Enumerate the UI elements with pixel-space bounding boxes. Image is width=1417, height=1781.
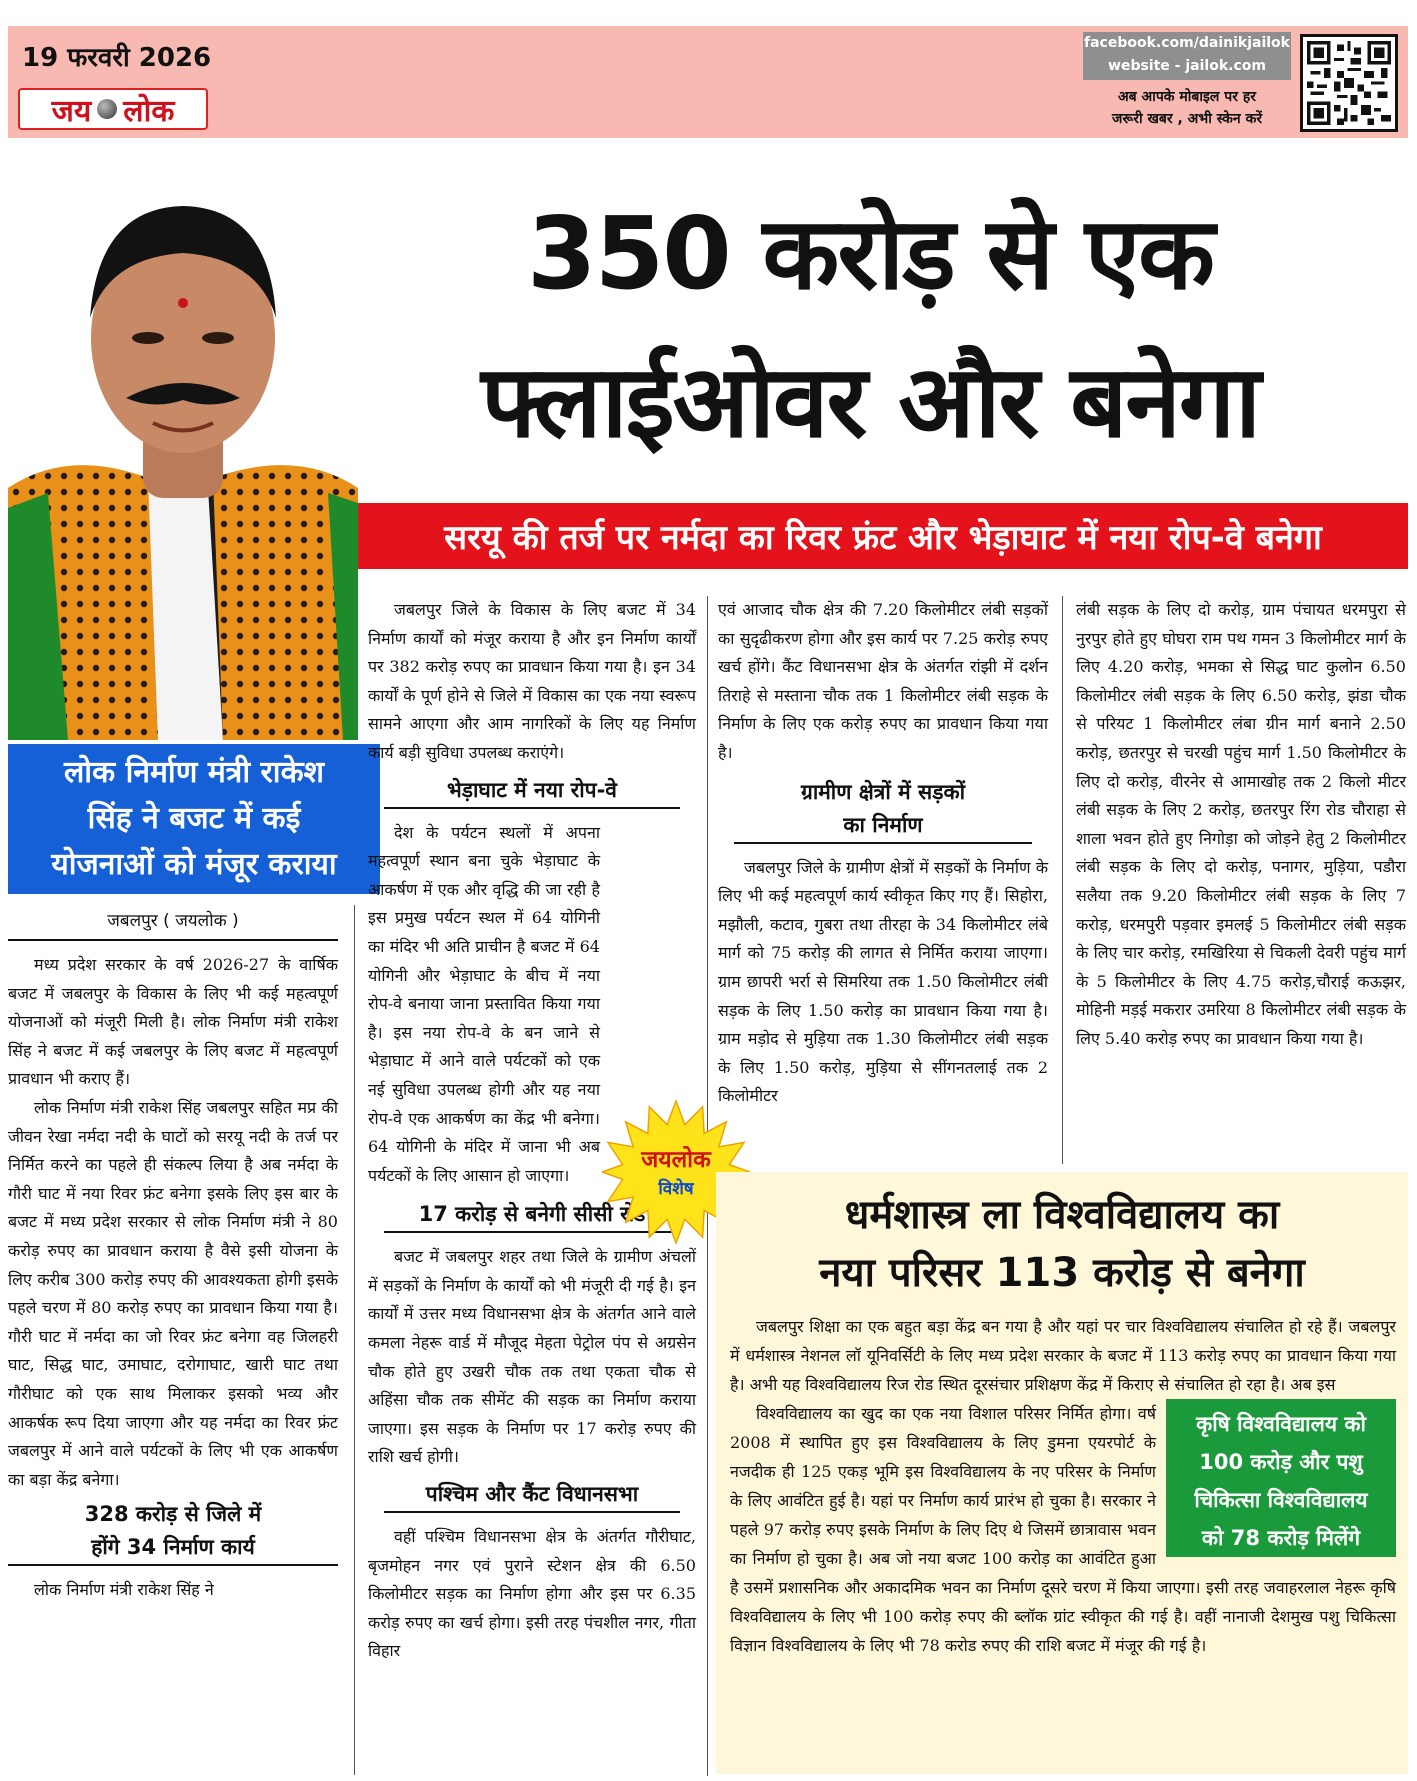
facebook-link[interactable]: facebook.com/dainikjailok xyxy=(1084,35,1290,51)
caption-line-3: योजनाओं को मंजूर कराया xyxy=(51,847,337,882)
col2-paragraph-3: बजट में जबलपुर शहर तथा जिले के ग्रामीण अंचलों में सड़कों के निर्माण के कार्यों को भी मंजूरी दी गई है। इन कार्यों में उत्तर मध्य विधानसभा क्षेत्र के अंतर्गत आने वाले कमला नेहरू वार्ड में मौजूद मेहता पेट्रोल पंप से अग्रसेन चौक होते हुए उखरी चौक तक तथा एकता चौक से अहिंसा चौक तक सीमेंट की सड़क का निर्माण कराया जाएगा। इस सड़क के निर्माण पर 17 करोड़ रुपए की राशि खर्च होगी। xyxy=(368,1247,696,1467)
logo-text-left: जय xyxy=(51,93,92,129)
col1-subheading-2: होंगे 34 निर्माण कार्य xyxy=(8,1531,338,1566)
col3-subheading-1: ग्रामीण क्षेत्रों में सड़कों xyxy=(800,779,966,804)
green-highlight-box xyxy=(1166,1399,1396,1557)
box-story xyxy=(716,1172,1408,1774)
box-body xyxy=(730,1312,1396,1660)
col2-paragraph-1: जबलपुर जिले के विकास के लिए बजट में 34 निर्माण कार्यों को मंजूर कराया है और इन निर्माण कार्यों पर 382 करोड़ रुपए का प्रावधान किया गया है। इन 34 कार्यों के पूर्ण होने से जिले में विकास का एक नया स्वरूप सामने आएगा और आम नागरिकों के लिए यह निर्माण कार्य बड़ी सुविधा उपलब्ध कराएंगे। xyxy=(368,600,696,762)
masthead xyxy=(8,26,1408,138)
green-box-line-4: को 78 करोड़ मिलेंगे xyxy=(1201,1526,1361,1550)
box-headline-line-2: नया परिसर 113 करोड़ से बनेगा xyxy=(819,1250,1305,1296)
col2-subheading-2: 17 करोड़ से बनेगी सीसी रोड xyxy=(384,1198,680,1233)
col3-paragraph-2: जबलपुर जिले के ग्रामीण क्षेत्रों में सड़कों के निर्माण के लिए भी कई महत्वपूर्ण कार्य स्वीकृत किए गए हैं। सिहोरा, मझौली, कटाव, गुबरा तथा तीरहा के 34 किलोमीटर लंबे मार्ग को 75 करोड़ की लागत से निर्मित कराया जाएगा। ग्राम छापरी भर्रा से सिमरिया तक 1.50 किलोमीटर लंबी सड़क के लिए 1.50 करोड़ का प्रावधान किया गया है। ग्राम मड़ोद से मुड़िया तक 1.30 किलोमीटर लंबी सड़क के लिए 1.50 करोड़, मुड़िया से सींगनतलाई तक 2 किलोमीटर xyxy=(718,857,1048,1106)
globe-icon xyxy=(97,99,117,119)
website-link[interactable]: website - jailok.com xyxy=(1108,58,1266,74)
green-box-line-3: चिकित्सा विश्वविद्यालय xyxy=(1194,1488,1368,1512)
headline-line-2: फ्लाईओवर और बनेगा xyxy=(480,343,1260,460)
issue-date: 19 फरवरी 2026 xyxy=(22,43,212,73)
main-headline xyxy=(330,180,1410,476)
caption-line-1: लोक निर्माण मंत्री राकेश xyxy=(63,755,325,790)
scan-line-1: अब आपके मोबाइल पर हर xyxy=(1117,89,1257,105)
col3-subheading-2: का निर्माण xyxy=(734,809,1032,844)
col4-paragraph-1: लंबी सड़क के लिए दो करोड़, ग्राम पंचायत धरमपुरा से नुरपुर होते हुए घोघरा राम पथ गमन 3 किलोमीटर मार्ग के लिए 4.20 करोड़, भमका से सिद्ध घाट कुलोन 6.50 किलोमीटर लंबी सड़क के लिए 6.50 करोड़, झंडा चौक से परियट 1 किलोमीटर लंबा ग्रीन मार्ग बनाने 2.50 करोड़, छतरपुर से चरखी पहुंच मार्ग 1.50 किलोमीटर के लिए दो करोड़, वीरनेर से आमाखोह तक 2 किलो मीटर लंबी सड़क के लिए 2 करोड़, छतरपुर रिंग रोड चौराहा से शाला भवन होते हुए निगोड़ा को जोड़ने हेतु 2 किलोमीटर लंबी सड़क के लिए दो करोड़, पनागर, मुड़िया, पडौरा सलैया तक 9.20 किलोमीटर लंबी सड़क के लिए 7 करोड़, धरमपुरी पड़वार इमलई 5 किलोमीटर लंबी सड़क के लिए चार करोड़, रमखिरिया से चिकली देवरी पहुंच मार्ग के 5 किलोमीटर के लिए 4.75 करोड़,चौराई कऊझर, मोहिनी मड़ई मकरार उमरिया 8 किलोमीटर लंबी सड़क के लिए 5.40 करोड़ रुपए का प्रावधान किया गया है। xyxy=(1076,600,1406,1048)
article-column-1 xyxy=(8,902,338,1605)
qr-code-icon[interactable] xyxy=(1300,34,1398,132)
col1-paragraph-2: लोक निर्माण मंत्री राकेश सिंह जबलपुर सहित मप्र की जीवन रेखा नर्मदा नदी के घाटों को सरयू नदी के तर्ज पर निर्मित करने का पहले ही संकल्प लिया है अब नर्मदा के गौरी घाट में नया रिवर फ्रंट बनेगा इसके लिए इस बार के बजट में मध्य प्रदेश सरकार से लोक निर्माण मंत्री ने 80 करोड़ रुपए का प्रावधान कराया है वैसे इसी योजना के लिए करीब 300 करोड़ रुपए की आवश्यकता होगी इसके पहले चरण में 80 करोड़ रुपए का प्रावधान किया गया है। गौरी घाट में नर्मदा का जो रिवर फ्रंट बनेगा वह जिलहरी घाट, सिद्ध घाट, उमाघाट, दरोगाघाट, खारी घाट तथा गौरीघाट को एक साथ मिलाकर इसको भव्य और आकर्षक रूप दिया जाएगा और यह नर्मदा का रिवर फ्रंट जबलपुर में आने वाले पर्यटकों के लिए भी एक आकर्षण का बड़ा केंद्र बनेगा। xyxy=(8,1097,338,1489)
headline-line-1: 350 करोड़ से एक xyxy=(527,195,1213,312)
person-portrait-icon xyxy=(8,148,358,740)
badge-line-2: विशेष xyxy=(658,1179,694,1199)
col1-subheading-1: 328 करोड़ से जिले में xyxy=(84,1502,262,1527)
col1-paragraph-3: लोक निर्माण मंत्री राकेश सिंह ने xyxy=(34,1580,214,1600)
col1-paragraph-1: मध्य प्रदेश सरकार के वर्ष 2026-27 के वार्षिक बजट में जबलपुर के विकास के लिए भी कई महत्वपूर्ण योजनाओं को मंजूरी मिली है। लोक निर्माण मंत्री राकेश सिंह ने बजट में कई जबलपुर के लिए बजट में महत्वपूर्ण प्रावधान भी कराए हैं। xyxy=(8,955,338,1089)
dateline: जबलपुर ( जयलोक ) xyxy=(8,902,338,941)
scan-message xyxy=(1083,86,1291,130)
col2-paragraph-4: वहीं पश्चिम विधानसभा क्षेत्र के अंतर्गत गौरीघाट, बृजमोहन नगर एवं पुराने स्टेशन क्षेत्र की 6.50 किलोमीटर सड़क का निर्माण होगा और इस पर 6.35 करोड़ रुपए का खर्च होगा। इसी तरह पंचशील नगर, गीता विहार xyxy=(368,1527,696,1661)
caption-line-2: सिंह ने बजट में कई xyxy=(87,801,301,836)
green-box-line-2: 100 करोड़ और पशु xyxy=(1199,1450,1363,1474)
column-divider xyxy=(354,905,355,1775)
box-headline xyxy=(716,1186,1408,1302)
col3-paragraph-1: एवं आजाद चौक क्षेत्र की 7.20 किलोमीटर लंबी सड़कों का सुदृढीकरण होगा और इस कार्य पर 7.25 करोड़ रुपए खर्च होंगे। कैंट विधानसभा क्षेत्र के अंतर्गत रांझी में दर्शन तिराहे से मस्ताना चौक तक 1 किलोमीटर लंबी सड़क के निर्माण के लिए एक करोड़ रुपए का प्रावधान किया गया है। xyxy=(718,600,1048,762)
green-box-line-1: कृषि विश्वविद्यालय को xyxy=(1196,1412,1366,1436)
subheadline-bar: सरयू की तर्ज पर नर्मदा का रिवर फ्रंट और भेड़ाघाट में नया रोप-वे बनेगा xyxy=(358,503,1408,569)
article-column-3 xyxy=(718,596,1048,1111)
minister-photo xyxy=(8,148,358,740)
badge-line-1: जयलोक xyxy=(641,1147,711,1173)
newspaper-logo[interactable] xyxy=(18,88,208,130)
col2-subheading-1: भेड़ाघाट में नया रोप-वे xyxy=(384,774,680,809)
scan-line-2: जरूरी खबर , अभी स्केन करें xyxy=(1111,111,1263,127)
col2-paragraph-2: देश के पर्यटन स्थलों में अपना महत्वपूर्ण स्थान बना चुके भेड़ाघाट के आकर्षण में एक और वृद्धि की जा रही है इस प्रमुख पर्यटन स्थल में 64 योगिनी का मंदिर भी अति प्राचीन है बजट में 64 योगिनी और भेड़ाघाट के बीच में नया रोप-वे बनाया जाना प्रस्तावित किया गया है। इस नया रोप-वे के बन जाने से भेड़ाघाट में आने वाले पर्यटकों को एक नई सुविधा उपलब्ध होगी और यह नया रोप-वे एक आकर्षण का केंद्र भी बनेगा। 64 योगिनी के मंदिर में जाना भी अब पर्यटकों के लिए आसान हो जाएगा। xyxy=(368,822,600,1185)
logo-text-right: लोक xyxy=(123,93,175,129)
social-links xyxy=(1083,32,1291,80)
column-divider xyxy=(1062,596,1063,1164)
col2-subheading-3: पश्चिम और कैंट विधानसभा xyxy=(384,1478,680,1513)
photo-caption xyxy=(8,744,380,894)
box-paragraph-2: विश्वविद्यालय का खुद का एक नया विशाल परिसर निर्मित होगा। वर्ष 2008 में स्थापित हुए इस विश्वविद्यालय के लिए डुमना एयरपोर्ट के नजदीक ही 125 एकड़ भूमि इस विश्वविद्यालय के नए परिसर के निर्माण के लिए आवंटित हुई है। यहां पर निर्माण कार्य प्रारंभ हो चुका है। सरकार ने पहले 97 करोड़ रुपए इसके निर्माण के लिए दिए थे जिसमें छात्रावास भवन का निर्माण हो चुका है। अब जो नया बजट 100 करोड़ का आवंटित हुआ है उसमें प्रशासनिक और अकादमिक भवन का निर्माण दूसरे चरण में किया जाएगा। इसी तरह जवाहरलाल नेहरू कृषि विश्वविद्यालय के लिए भी 100 करोड़ रुपए की ब्लॉक ग्रांट स्वीकृत की गई है। वहीं नानाजी देशमुख पशु चिकित्सा विज्ञान विश्वविद्यालय के लिए भी 78 करोड रुपए की राशि बजट में मंजूर की गई है। xyxy=(730,1404,1396,1655)
box-headline-line-1: धर्मशास्त्र ला विश्वविद्यालय का xyxy=(844,1192,1280,1238)
box-paragraph-1: जबलपुर शिक्षा का एक बहुत बड़ा केंद्र बन गया है और यहां पर चार विश्वविद्यालय संचालित हो रहे हैं। जबलपुर में धर्मशास्त्र नेशनल लॉ यूनिवर्सिटी के लिए मध्य प्रदेश सरकार के बजट में 113 करोड़ रुपए का प्रावधान किया गया है। अभी यह विश्वविद्यालय रिज रोड स्थित दूरसंचार प्रशिक्षण केंद्र में किराए से संचालित हो रहा है। अब इस xyxy=(730,1317,1396,1394)
article-column-4 xyxy=(1076,596,1406,1054)
